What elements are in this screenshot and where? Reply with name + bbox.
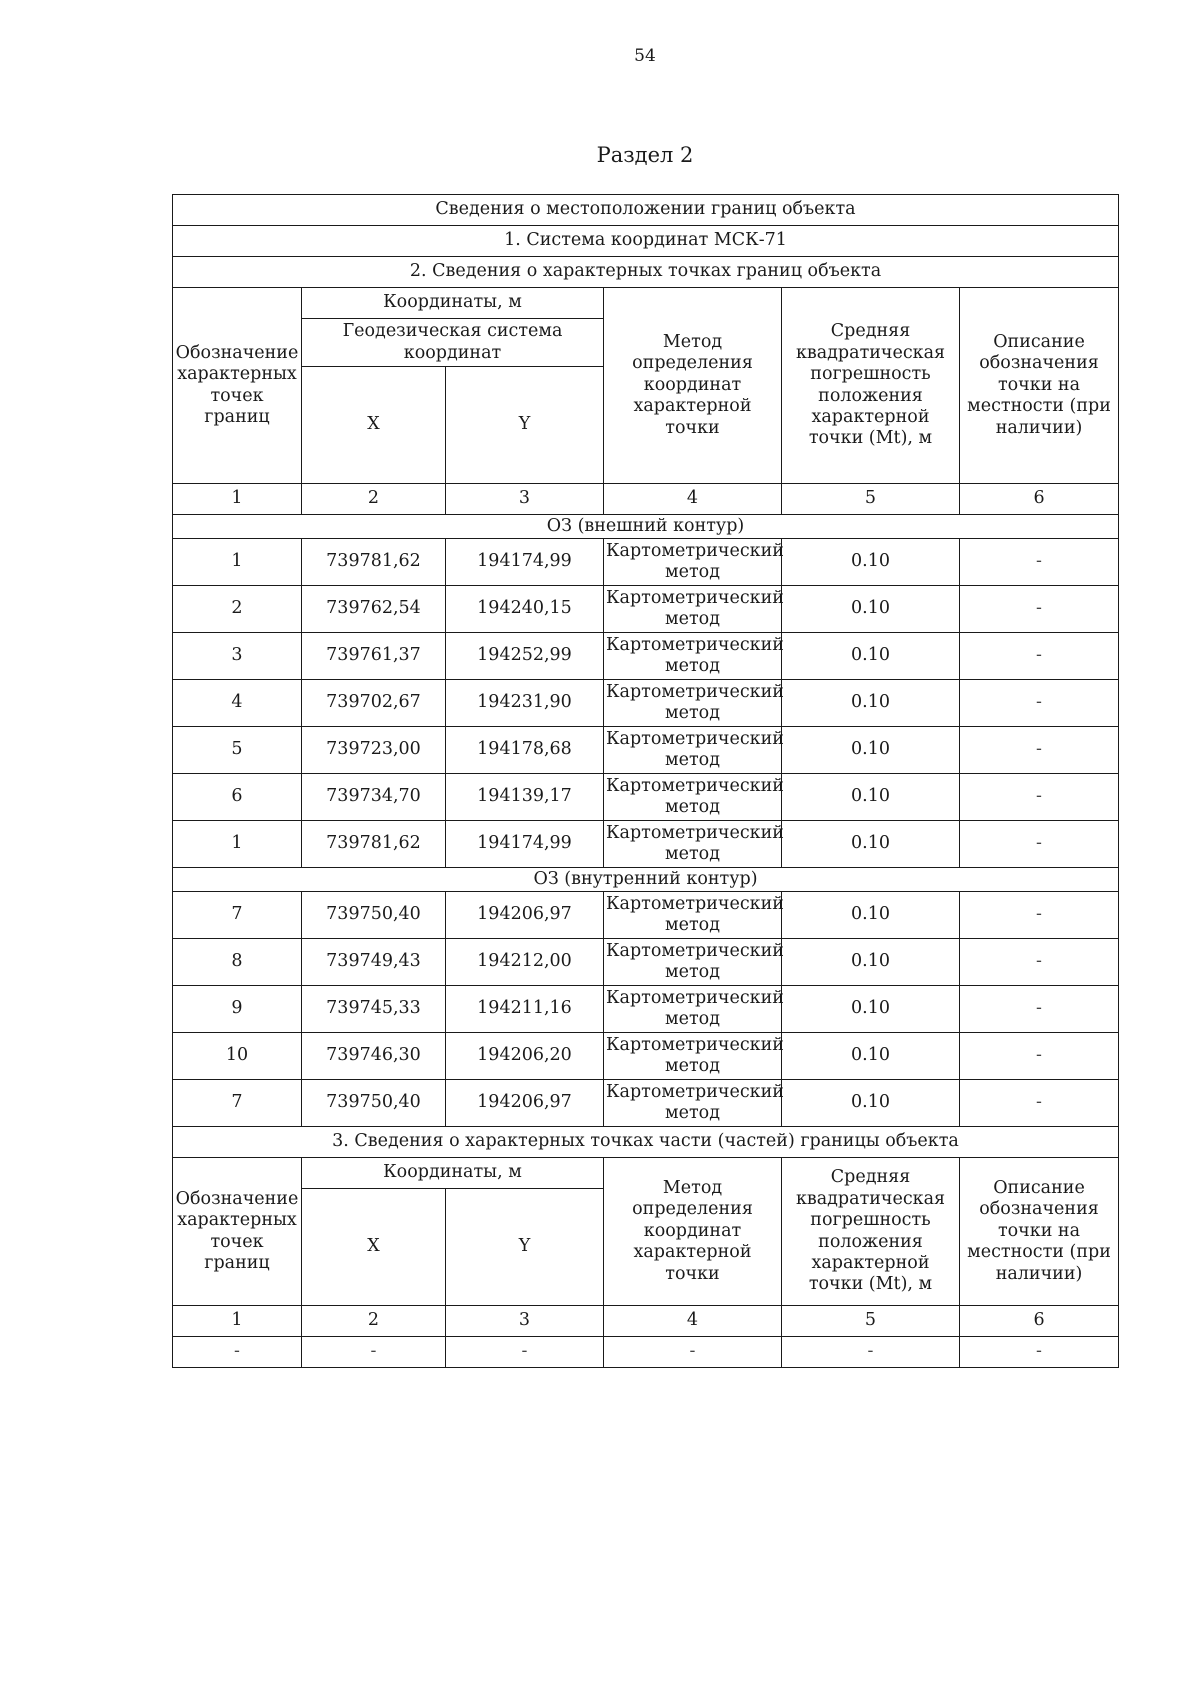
description-cell: - bbox=[960, 633, 1119, 680]
group-title: ОЗ (внутренний контур) bbox=[173, 868, 1119, 892]
method-cell: Картометрический метод bbox=[604, 1080, 782, 1127]
point-cell: 1 bbox=[173, 539, 302, 586]
x-coordinate: 739702,67 bbox=[302, 680, 446, 727]
header-x: X bbox=[302, 367, 446, 484]
y-coordinate: 194206,97 bbox=[446, 1080, 604, 1127]
accuracy-cell: 0.10 bbox=[782, 1033, 960, 1080]
column-number: 3 bbox=[446, 484, 604, 515]
description-cell: - bbox=[960, 1080, 1119, 1127]
method-cell: Картометрический метод bbox=[604, 774, 782, 821]
point-cell: 5 bbox=[173, 727, 302, 774]
x-coordinate: 739762,54 bbox=[302, 586, 446, 633]
point-cell: 1 bbox=[173, 821, 302, 868]
parts-column-number: 2 bbox=[302, 1306, 446, 1337]
table-title: Сведения о местоположении границ объекта bbox=[173, 195, 1119, 226]
method-cell: Картометрический метод bbox=[604, 1033, 782, 1080]
method-cell: Картометрический метод bbox=[604, 727, 782, 774]
description-cell: - bbox=[960, 986, 1119, 1033]
parts-heading: 3. Сведения о характерных точках части (частей) границы объекта bbox=[173, 1127, 1119, 1158]
y-coordinate: 194240,15 bbox=[446, 586, 604, 633]
point-cell: 2 bbox=[173, 586, 302, 633]
coordinate-system: 1. Система координат МСК-71 bbox=[173, 226, 1119, 257]
parts-header-coordinates: Координаты, м bbox=[302, 1158, 604, 1189]
x-coordinate: 739761,37 bbox=[302, 633, 446, 680]
accuracy-cell: 0.10 bbox=[782, 892, 960, 939]
x-coordinate: 739746,30 bbox=[302, 1033, 446, 1080]
table-row bbox=[173, 1080, 1119, 1127]
y-coordinate: 194206,20 bbox=[446, 1033, 604, 1080]
parts-column-number: 6 bbox=[960, 1306, 1119, 1337]
parts-empty-cell: - bbox=[173, 1337, 302, 1368]
method-cell: Картометрический метод bbox=[604, 633, 782, 680]
parts-header-y: Y bbox=[446, 1189, 604, 1306]
accuracy-cell: 0.10 bbox=[782, 633, 960, 680]
parts-column-number: 3 bbox=[446, 1306, 604, 1337]
table-row bbox=[173, 586, 1119, 633]
point-cell: 7 bbox=[173, 892, 302, 939]
point-cell: 6 bbox=[173, 774, 302, 821]
y-coordinate: 194174,99 bbox=[446, 821, 604, 868]
accuracy-cell: 0.10 bbox=[782, 939, 960, 986]
point-cell: 3 bbox=[173, 633, 302, 680]
point-cell: 9 bbox=[173, 986, 302, 1033]
y-coordinate: 194139,17 bbox=[446, 774, 604, 821]
description-cell: - bbox=[960, 1033, 1119, 1080]
method-cell: Картометрический метод bbox=[604, 586, 782, 633]
parts-header-designation: Обозначение характерных точек границ bbox=[173, 1158, 302, 1306]
parts-column-number: 5 bbox=[782, 1306, 960, 1337]
description-cell: - bbox=[960, 680, 1119, 727]
parts-header-description: Описание обозначения точки на местности (при наличии) bbox=[960, 1158, 1119, 1306]
accuracy-cell: 0.10 bbox=[782, 539, 960, 586]
accuracy-cell: 0.10 bbox=[782, 1080, 960, 1127]
method-cell: Картометрический метод bbox=[604, 892, 782, 939]
x-coordinate: 739750,40 bbox=[302, 892, 446, 939]
table-row bbox=[173, 774, 1119, 821]
point-cell: 7 bbox=[173, 1080, 302, 1127]
table-row bbox=[173, 821, 1119, 868]
parts-empty-cell: - bbox=[604, 1337, 782, 1368]
boundary-table bbox=[172, 194, 1119, 1368]
y-coordinate: 194178,68 bbox=[446, 727, 604, 774]
description-cell: - bbox=[960, 586, 1119, 633]
point-cell: 10 bbox=[173, 1033, 302, 1080]
method-cell: Картометрический метод bbox=[604, 539, 782, 586]
point-cell: 8 bbox=[173, 939, 302, 986]
description-cell: - bbox=[960, 821, 1119, 868]
y-coordinate: 194212,00 bbox=[446, 939, 604, 986]
header-method: Метод определения координат характерной точки bbox=[604, 288, 782, 484]
x-coordinate: 739781,62 bbox=[302, 539, 446, 586]
y-coordinate: 194206,97 bbox=[446, 892, 604, 939]
parts-column-number: 4 bbox=[604, 1306, 782, 1337]
x-coordinate: 739749,43 bbox=[302, 939, 446, 986]
parts-header-accuracy: Средняя квадратическая погрешность положения характерной точки (Mt), м bbox=[782, 1158, 960, 1306]
table-row bbox=[173, 633, 1119, 680]
description-cell: - bbox=[960, 892, 1119, 939]
column-number: 4 bbox=[604, 484, 782, 515]
y-coordinate: 194231,90 bbox=[446, 680, 604, 727]
accuracy-cell: 0.10 bbox=[782, 680, 960, 727]
table-row bbox=[173, 892, 1119, 939]
accuracy-cell: 0.10 bbox=[782, 821, 960, 868]
column-number: 5 bbox=[782, 484, 960, 515]
y-coordinate: 194252,99 bbox=[446, 633, 604, 680]
parts-empty-cell: - bbox=[960, 1337, 1119, 1368]
parts-empty-cell: - bbox=[782, 1337, 960, 1368]
column-number: 2 bbox=[302, 484, 446, 515]
method-cell: Картометрический метод bbox=[604, 939, 782, 986]
x-coordinate: 739723,00 bbox=[302, 727, 446, 774]
parts-header-x: X bbox=[302, 1189, 446, 1306]
table-row bbox=[173, 539, 1119, 586]
description-cell: - bbox=[960, 939, 1119, 986]
header-accuracy: Средняя квадратическая погрешность положения характерной точки (Mt), м bbox=[782, 288, 960, 484]
group-title: ОЗ (внешний контур) bbox=[173, 515, 1119, 539]
method-cell: Картометрический метод bbox=[604, 821, 782, 868]
section-title: Раздел 2 bbox=[596, 143, 694, 167]
method-cell: Картометрический метод bbox=[604, 986, 782, 1033]
x-coordinate: 739781,62 bbox=[302, 821, 446, 868]
column-number: 6 bbox=[960, 484, 1119, 515]
y-coordinate: 194211,16 bbox=[446, 986, 604, 1033]
point-cell: 4 bbox=[173, 680, 302, 727]
header-y: Y bbox=[446, 367, 604, 484]
table-row bbox=[173, 939, 1119, 986]
page-number: 54 bbox=[634, 46, 656, 66]
method-cell: Картометрический метод bbox=[604, 680, 782, 727]
x-coordinate: 739745,33 bbox=[302, 986, 446, 1033]
parts-empty-cell: - bbox=[446, 1337, 604, 1368]
accuracy-cell: 0.10 bbox=[782, 727, 960, 774]
parts-column-number: 1 bbox=[173, 1306, 302, 1337]
x-coordinate: 739750,40 bbox=[302, 1080, 446, 1127]
table-row bbox=[173, 986, 1119, 1033]
description-cell: - bbox=[960, 727, 1119, 774]
accuracy-cell: 0.10 bbox=[782, 586, 960, 633]
points-heading: 2. Сведения о характерных точках границ объекта bbox=[173, 257, 1119, 288]
header-designation: Обозначение характерных точек границ bbox=[173, 288, 302, 484]
column-number: 1 bbox=[173, 484, 302, 515]
parts-header-method: Метод определения координат характерной точки bbox=[604, 1158, 782, 1306]
table-row bbox=[173, 1033, 1119, 1080]
accuracy-cell: 0.10 bbox=[782, 986, 960, 1033]
parts-empty-cell: - bbox=[302, 1337, 446, 1368]
header-description: Описание обозначения точки на местности (при наличии) bbox=[960, 288, 1119, 484]
table-row bbox=[173, 680, 1119, 727]
header-coordinates: Координаты, м bbox=[302, 288, 604, 319]
accuracy-cell: 0.10 bbox=[782, 774, 960, 821]
header-geodetic-system: Геодезическая система координат bbox=[302, 319, 604, 367]
table-row bbox=[173, 727, 1119, 774]
y-coordinate: 194174,99 bbox=[446, 539, 604, 586]
x-coordinate: 739734,70 bbox=[302, 774, 446, 821]
description-cell: - bbox=[960, 774, 1119, 821]
description-cell: - bbox=[960, 539, 1119, 586]
